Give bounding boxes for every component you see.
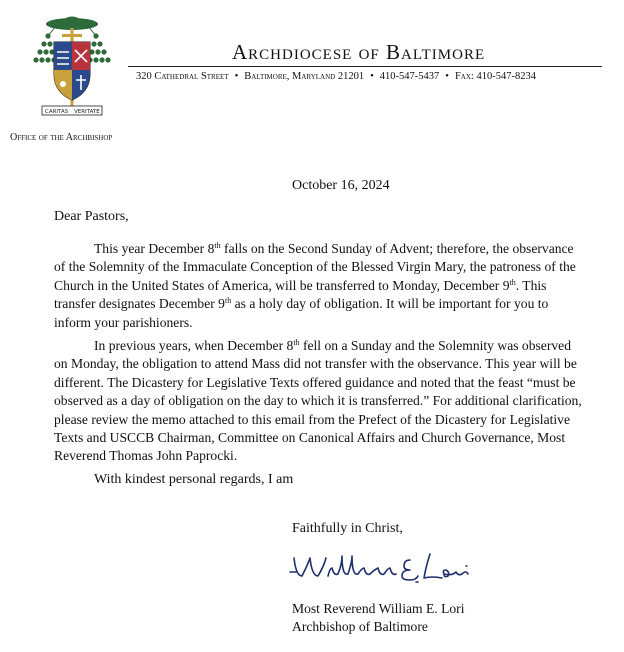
motto-left: CARITAS [45, 109, 69, 115]
archdiocese-crest-logo [26, 12, 118, 128]
paragraph-1: This year December 8th falls on the Second Sunday of Advent; therefore, the observance of the Solemnity of the Immaculate Conception of the Blessed Virgin Mary, the patroness of the Church in the United States of America, will be transferred to Monday, December 9th. This transfer designates December 9th as a holy day of obligation. It will be important for you to inform your parishioners. [54, 241, 576, 330]
paragraph-2: In previous years, when December 8th fell on a Sunday and the Solemnity was observed on Monday, the obligation to attend Mass did not transfer with the observance. This year will be different. The Dicastery for Legislative Texts offered guidance and noted that the feast “must be observed as a day of obligation on the day to which it is transferred.” For additional clarification, please review the memo attached to this email from the Prefect of the Dicastery for Legislative Texts and USCCB Chairman, Committee on Canonical Affairs and Church Governance, Most Reverend Thomas John Paprocki. [54, 338, 582, 464]
letter-date: October 16, 2024 [292, 178, 390, 193]
regards-line: With kindest personal regards, I am [94, 472, 294, 487]
organization-title: Archdiocese of Baltimore [232, 40, 486, 64]
handwritten-signature [282, 546, 482, 592]
motto-right: VERITATE [74, 109, 100, 115]
address-line [136, 71, 536, 82]
office-label: Office of the Archbishop [10, 132, 113, 143]
address-separator: • [370, 71, 374, 82]
signer-title: Archbishop of Baltimore [292, 619, 428, 634]
header-rule [128, 66, 602, 67]
address-separator: • [234, 71, 239, 82]
address-city: Baltimore, Maryland 21201 [244, 71, 365, 82]
closing-line: Faithfully in Christ, [292, 521, 403, 536]
salutation: Dear Pastors, [54, 209, 129, 224]
address-street: 320 Cathedral Street [136, 71, 229, 82]
signer-name: Most Reverend William E. Lori [292, 601, 465, 616]
signature-text: William E. Lori [282, 546, 289, 547]
address-fax: Fax: 410-547-8234 [454, 71, 536, 82]
address-separator: • [445, 71, 449, 82]
address-phone: 410-547-5437 [379, 71, 440, 82]
